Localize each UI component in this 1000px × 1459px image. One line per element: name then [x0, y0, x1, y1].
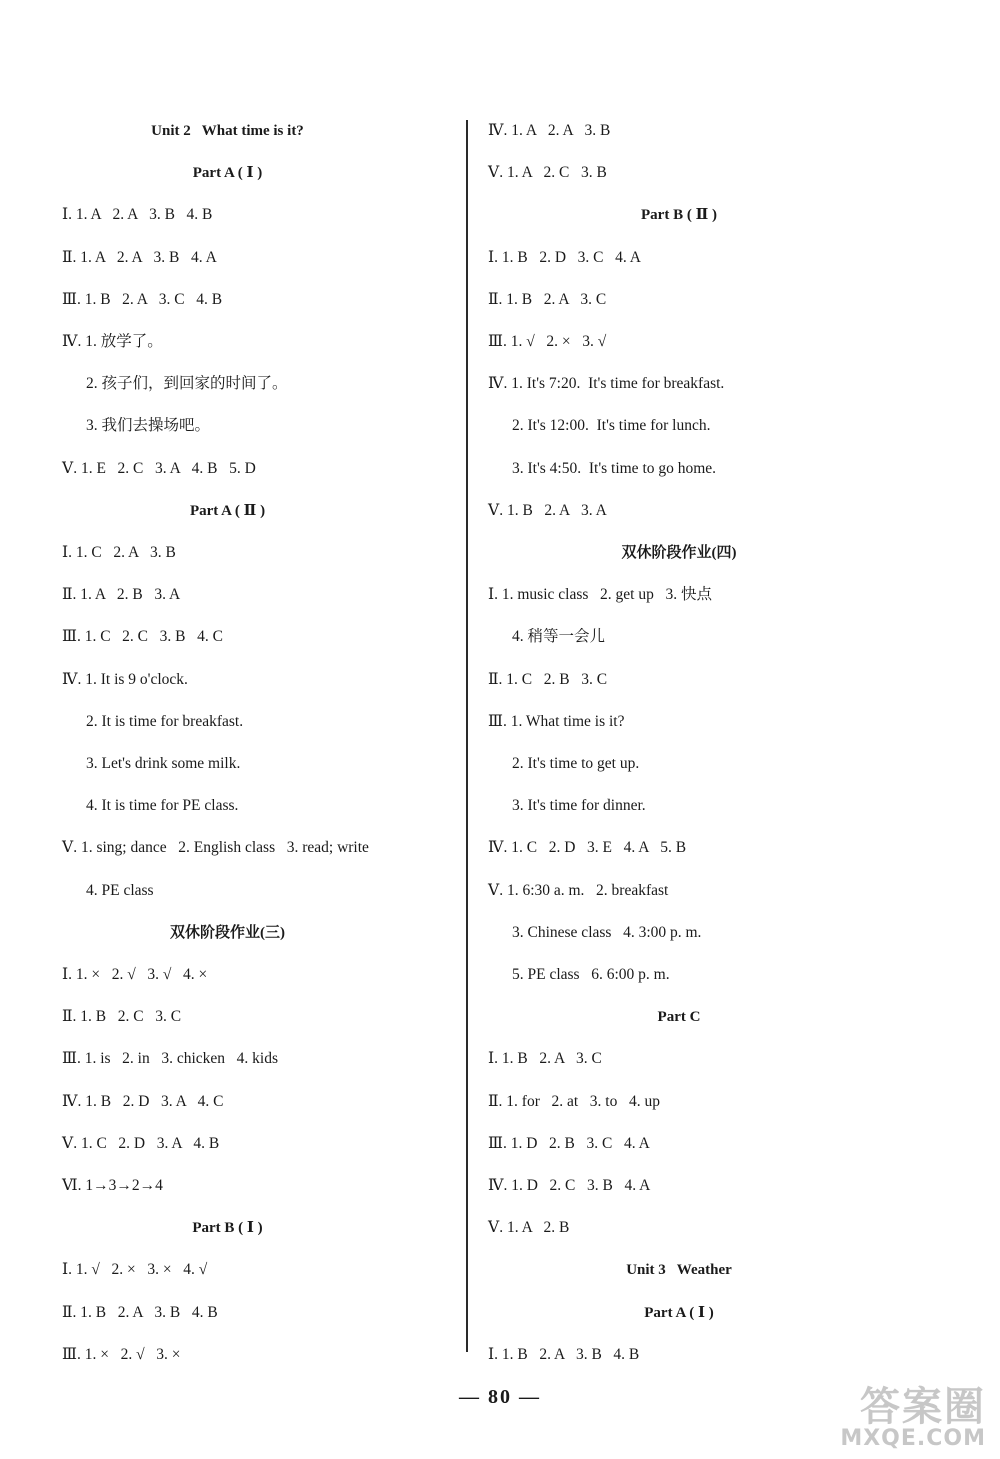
- answer-line: Ⅴ. 1. C 2. D 3. A 4. B: [62, 1134, 220, 1152]
- answer-line: 5. PE class 6. 6:00 p. m.: [512, 966, 670, 983]
- answer-line: 3. 我们去操场吧。: [86, 417, 211, 435]
- answer-line: Ⅰ. 1. × 2. √ 3. √ 4. ×: [62, 966, 208, 983]
- section-heading: Part B ( Ⅰ ): [192, 1220, 263, 1237]
- answer-line: Ⅳ. 1. C 2. D 3. E 4. A 5. B: [488, 839, 687, 857]
- answer-line: Ⅵ. 1→3→2→4: [62, 1177, 163, 1194]
- answer-line: Ⅱ. 1. B 2. A 3. C: [488, 290, 607, 308]
- answer-line: Ⅲ. 1. is 2. in 3. chicken 4. kids: [62, 1050, 279, 1068]
- watermark-logo: [766, 1375, 986, 1451]
- answer-line: Ⅱ. 1. B 2. C 3. C: [62, 1008, 182, 1026]
- answer-line: 4. 稍等一会儿: [512, 628, 606, 646]
- section-heading: 双休阶段作业(四): [621, 545, 737, 561]
- answer-line: 3. It's 4:50. It's time to go home.: [512, 459, 717, 477]
- answer-line: Ⅴ. 1. A 2. C 3. B: [488, 164, 607, 182]
- answer-line: 4. It is time for PE class.: [86, 797, 239, 815]
- page-number: — 80 —: [459, 1386, 541, 1408]
- answer-line: Ⅲ. 1. × 2. √ 3. ×: [62, 1345, 181, 1363]
- answer-line: Ⅳ. 1. It's 7:20. It's time for breakfast.: [488, 375, 725, 393]
- watermark-top: 答案圈: [860, 1384, 986, 1430]
- answer-line: Ⅳ. 1. B 2. D 3. A 4. C: [62, 1092, 224, 1110]
- answer-line: Ⅱ. 1. B 2. A 3. B 4. B: [62, 1303, 218, 1321]
- answer-line: 2. It's 12:00. It's time for lunch.: [512, 417, 711, 435]
- section-heading: Part A ( Ⅰ ): [644, 1304, 714, 1321]
- answer-line: 3. Chinese class 4. 3:00 p. m.: [512, 923, 702, 941]
- answer-line: Ⅱ. 1. C 2. B 3. C: [488, 670, 608, 688]
- answer-line: Ⅴ. 1. B 2. A 3. A: [488, 501, 607, 519]
- answer-line: 2. 孩子们，到回家的时间了。: [86, 375, 288, 393]
- section-heading: Part A ( Ⅱ ): [189, 502, 266, 519]
- answer-line: Ⅳ. 1. A 2. A 3. B: [488, 122, 611, 139]
- section-heading: Unit 3 Weather: [626, 1262, 732, 1279]
- answer-line: Ⅰ. 1. B 2. A 3. C: [488, 1050, 602, 1068]
- answer-line: Ⅲ. 1. What time is it?: [488, 712, 625, 730]
- answer-line: Ⅳ. 1. D 2. C 3. B 4. A: [488, 1177, 651, 1194]
- answer-line: Ⅱ. 1. A 2. A 3. B 4. A: [62, 248, 217, 266]
- answer-line: Ⅴ. 1. A 2. B: [488, 1219, 570, 1237]
- answer-line: Ⅰ. 1. √ 2. × 3. × 4. √: [62, 1261, 208, 1279]
- answer-line: Ⅴ. 1. 6:30 a. m. 2. breakfast: [488, 881, 669, 899]
- answer-line: Ⅴ. 1. sing; dance 2. English class 3. read; write: [62, 839, 369, 857]
- answer-line: 3. Let's drink some milk.: [86, 755, 241, 772]
- answer-line: Ⅳ. 1. It is 9 o'clock.: [62, 670, 188, 688]
- answer-line: 3. It's time for dinner.: [512, 797, 646, 815]
- answer-line: Ⅲ. 1. √ 2. × 3. √: [488, 333, 607, 350]
- answer-line: Ⅰ. 1. A 2. A 3. B 4. B: [62, 206, 213, 224]
- answer-line: Ⅰ. 1. C 2. A 3. B: [62, 544, 176, 561]
- section-heading: 双休阶段作业(三): [170, 924, 285, 941]
- answer-line: Ⅰ. 1. music class 2. get up 3. 快点: [488, 586, 712, 604]
- answer-line: Ⅰ. 1. B 2. D 3. C 4. A: [488, 248, 641, 266]
- answer-line: Ⅲ. 1. D 2. B 3. C 4. A: [488, 1134, 650, 1152]
- answer-line: Ⅲ. 1. B 2. A 3. C 4. B: [62, 290, 223, 308]
- answer-line: Ⅱ. 1. for 2. at 3. to 4. up: [488, 1092, 660, 1110]
- section-heading: Unit 2 What time is it?: [151, 123, 304, 139]
- answer-line: Ⅰ. 1. B 2. A 3. B 4. B: [488, 1345, 640, 1363]
- answer-line: 4. PE class: [86, 881, 154, 899]
- section-heading: Part B ( Ⅱ ): [641, 207, 717, 224]
- section-heading: Part C: [657, 1009, 701, 1026]
- answer-line: Ⅴ. 1. E 2. C 3. A 4. B 5. D: [62, 459, 256, 477]
- answer-line: 2. It is time for breakfast.: [86, 712, 244, 730]
- answer-line: Ⅳ. 1. 放学了。: [62, 333, 163, 350]
- column-divider: [466, 120, 468, 1352]
- watermark-bottom: MXQE.COM: [840, 1426, 986, 1451]
- answer-line: Ⅱ. 1. A 2. B 3. A: [62, 586, 181, 604]
- answer-line: 2. It's time to get up.: [512, 755, 640, 772]
- section-heading: Part A ( Ⅰ ): [192, 165, 263, 182]
- answer-line: Ⅲ. 1. C 2. C 3. B 4. C: [62, 628, 223, 646]
